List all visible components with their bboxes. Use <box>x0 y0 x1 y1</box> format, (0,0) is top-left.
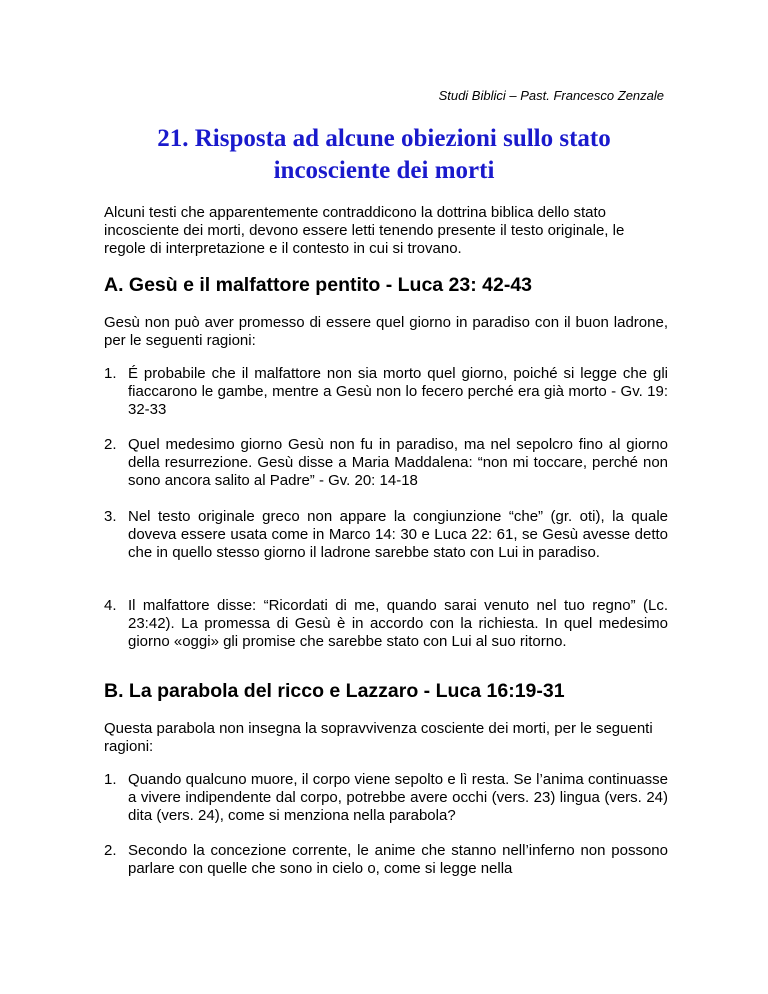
item-text: Quel medesimo giorno Gesù non fu in paradiso, ma nel sepolcro fino al giorno della resurrezione. Gesù disse a Maria Maddalena: “non mi toccare, perché non sono ancora salito al Padre” - Gv. 20: 14-18 <box>128 436 668 489</box>
item-text: Quando qualcuno muore, il corpo viene sepolto e lì resta. Se l’anima continuasse a vivere indipendente dal corpo, potrebbe avere occhi (vers. 23) lingua (vers. 24) dita (vers. 24), come si menziona nella parabola? <box>128 771 668 824</box>
intro-paragraph: Alcuni testi che apparentemente contraddicono la dottrina biblica dello stato incosciente dei morti, devono essere letti tenendo presente il testo originale, le regole di interpretazione e il contesto in cui si trovano. <box>104 204 625 257</box>
item-number: 2. <box>104 842 117 859</box>
item-text: Il malfattore disse: “Ricordati di me, quando sarai venuto nel tuo regno” (Lc. 23:42). La promessa di Gesù è in accordo con la richiesta. In quel medesimo giorno «oggi» gli promise che sarebbe stato con Lui al suo ritorno. <box>128 597 668 650</box>
item-number: 1. <box>104 365 117 382</box>
item-text: É probabile che il malfattore non sia morto quel giorno, poiché si legge che gli fiaccarono le gambe, mentre a Gesù non lo fecero perché era già morto - Gv. 19: 32-33 <box>128 365 668 418</box>
section-b-item-1 <box>104 771 668 825</box>
document-title: 21. Risposta ad alcune obiezioni sullo stato incosciente dei morti <box>157 125 611 184</box>
item-number: 2. <box>104 436 117 453</box>
section-a-item-3 <box>104 508 668 562</box>
section-a-item-2 <box>104 436 668 490</box>
item-number: 3. <box>104 508 117 525</box>
section-a-heading: A. Gesù e il malfattore pentito - Luca 23: 42-43 <box>104 274 533 296</box>
item-text: Secondo la concezione corrente, le anime che stanno nell’inferno non possono parlare con quelle che sono in cielo o, come si legge nella <box>128 842 668 877</box>
section-a-lead: Gesù non può aver promesso di essere quel giorno in paradiso con il buon ladrone, per le seguenti ragioni: <box>104 314 668 349</box>
section-b-heading: B. La parabola del ricco e Lazzaro - Luca 16:19-31 <box>104 680 565 702</box>
item-number: 1. <box>104 771 117 788</box>
section-b-item-2 <box>104 842 668 878</box>
page-header: Studi Biblici – Past. Francesco Zenzale <box>438 88 664 103</box>
item-text: Nel testo originale greco non appare la congiunzione “che” (gr. oti), la quale doveva essere usata come in Marco 14: 30 e Luca 22: 61, se Gesù avesse detto che in quello stesso giorno il ladrone sarebbe stato con Lui in paradiso. <box>128 508 668 561</box>
section-b-lead: Questa parabola non insegna la sopravvivenza cosciente dei morti, per le seguenti ragioni: <box>104 720 653 755</box>
item-number: 4. <box>104 597 117 614</box>
section-a-item-1 <box>104 365 668 419</box>
section-a-item-4 <box>104 597 668 651</box>
